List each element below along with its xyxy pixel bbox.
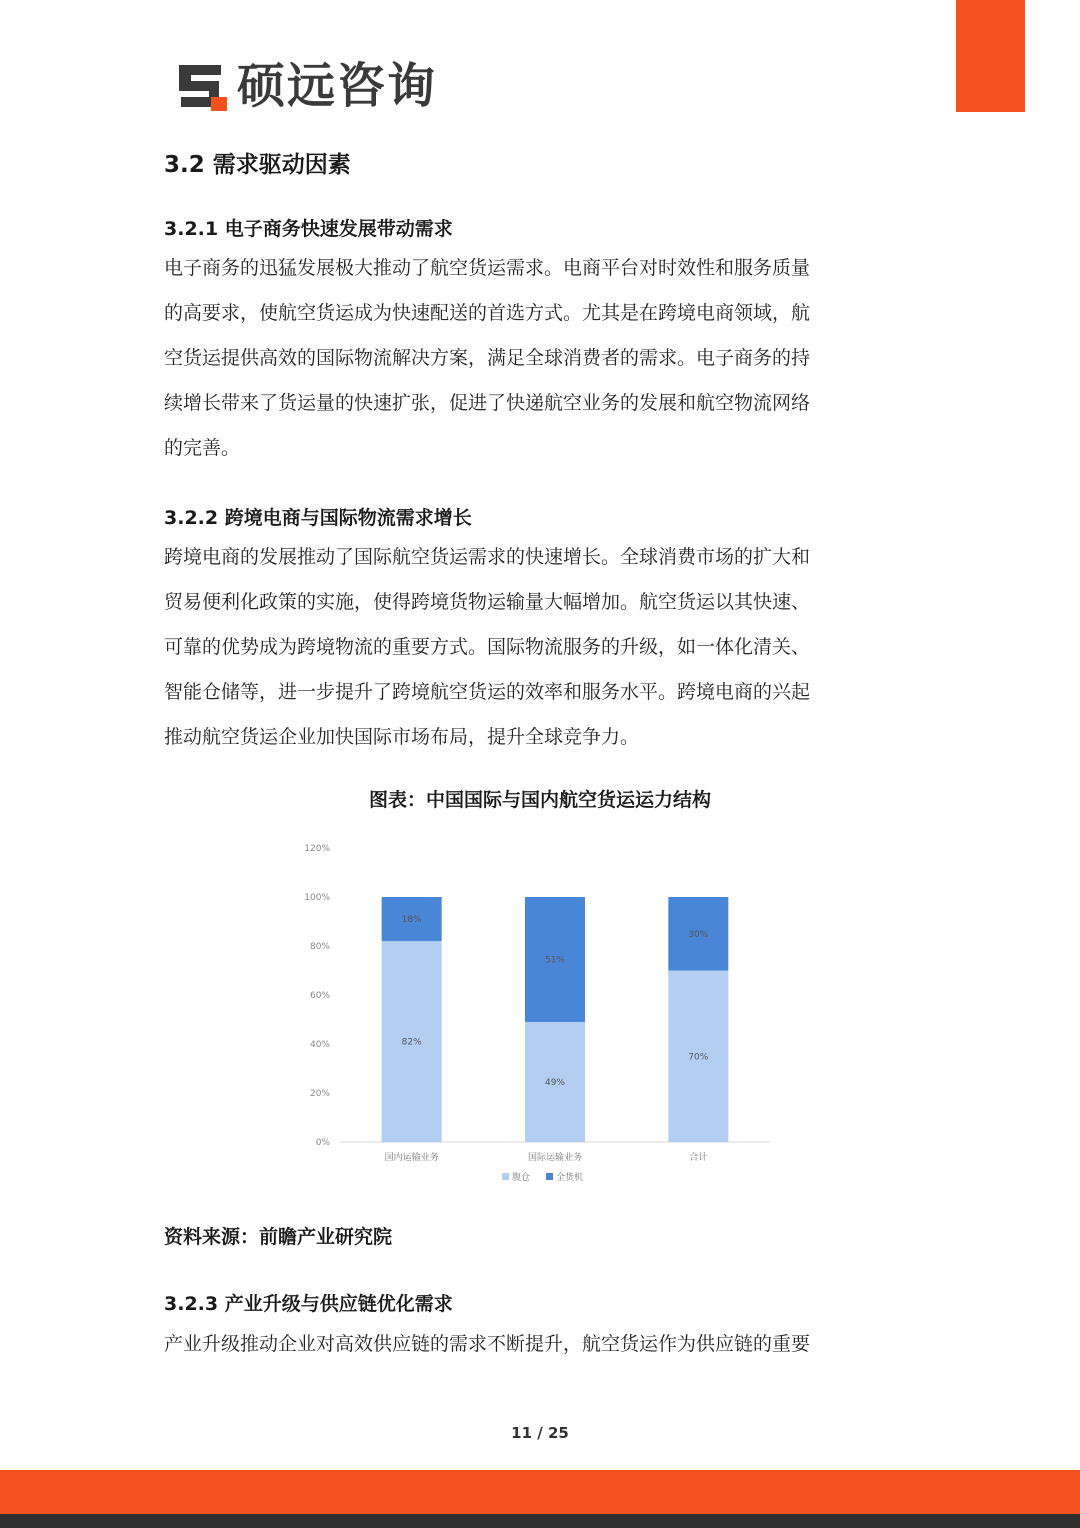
bar-data-label: 30% — [688, 929, 709, 940]
y-tick-label: 20% — [309, 1089, 330, 1099]
paragraph-line: 可靠的优势成为跨境物流的重要方式。国际物流服务的升级，如一体化清关、 — [164, 636, 811, 658]
paragraph-line: 智能仓储等，进一步提升了跨境航空货运的效率和服务水平。跨境电商的兴起 — [164, 681, 811, 703]
legend-label: 腹仓 — [512, 1173, 531, 1183]
footer-accent-bar — [0, 1470, 1080, 1514]
legend-label: 全货机 — [556, 1173, 584, 1183]
y-tick-label: 40% — [309, 1040, 330, 1050]
paragraph-3 — [164, 1322, 904, 1367]
y-tick-label: 80% — [309, 942, 330, 952]
legend-swatch — [546, 1173, 553, 1180]
brand-name: 硕远咨询 — [237, 58, 438, 114]
y-tick-label: 100% — [304, 893, 330, 903]
paragraph-line: 贸易便利化政策的实施，使得跨境货物运输量大幅增加。航空货运以其快速、 — [164, 591, 811, 613]
paragraph-line: 的高要求，使航空货运成为快速配送的首选方式。尤其是在跨境电商领域，航 — [164, 302, 811, 324]
y-tick-label: 120% — [304, 844, 330, 854]
paragraph-line: 空货运提供高效的国际物流解决方案，满足全球消费者的需求。电子商务的持 — [164, 347, 811, 369]
paragraph-2 — [164, 535, 904, 760]
x-tick-label: 国际运输业务 — [527, 1153, 583, 1163]
bar-data-label: 70% — [688, 1052, 709, 1063]
paragraph-line: 产业升级推动企业对高效供应链的需求不断提升，航空货运作为供应链的重要 — [164, 1333, 811, 1355]
x-tick-label: 国内运输业务 — [384, 1153, 439, 1163]
subsection-title-1: 3.2.1 电子商务快速发展带动需求 — [164, 218, 453, 240]
corner-accent-block — [956, 0, 1025, 112]
paragraph-line: 推动航空货运企业加快国际市场布局，提升全球竞争力。 — [164, 726, 640, 748]
figure-source: 资料来源：前瞻产业研究院 — [164, 1226, 393, 1248]
figure-caption: 图表：中国国际与国内航空货运运力结构 — [368, 789, 711, 811]
brand-logo — [175, 58, 437, 114]
footer-dark-line — [0, 1514, 1080, 1528]
paragraph-line: 电子商务的迅猛发展极大推动了航空货运需求。电商平台对时效性和服务质量 — [164, 257, 811, 279]
subsection-title-3: 3.2.3 产业升级与供应链优化需求 — [164, 1293, 453, 1315]
logo-mark-icon — [175, 61, 227, 111]
section-title: 3.2 需求驱动因素 — [164, 152, 351, 178]
bar-data-label: 49% — [544, 1077, 566, 1088]
bar-data-label: 82% — [401, 1037, 422, 1048]
paragraph-1 — [164, 246, 904, 471]
y-tick-label: 60% — [309, 991, 330, 1001]
chart-svg — [290, 830, 790, 1195]
paragraph-line: 跨境电商的发展推动了国际航空货运需求的快速增长。全球消费市场的扩大和 — [164, 546, 811, 568]
y-tick-label: 0% — [315, 1138, 330, 1148]
x-tick-label: 合计 — [689, 1153, 708, 1163]
bar-data-label: 51% — [544, 955, 566, 966]
subsection-title-2: 3.2.2 跨境电商与国际物流需求增长 — [164, 507, 472, 529]
legend-swatch — [502, 1173, 509, 1180]
capacity-structure-chart — [290, 830, 790, 1195]
paragraph-line: 续增长带来了货运量的快速扩张，促进了快递航空业务的发展和航空物流网络 — [164, 392, 811, 414]
page-number: 11 / 25 — [511, 1424, 569, 1442]
paragraph-line: 的完善。 — [164, 437, 241, 459]
bar-data-label: 18% — [401, 915, 422, 926]
